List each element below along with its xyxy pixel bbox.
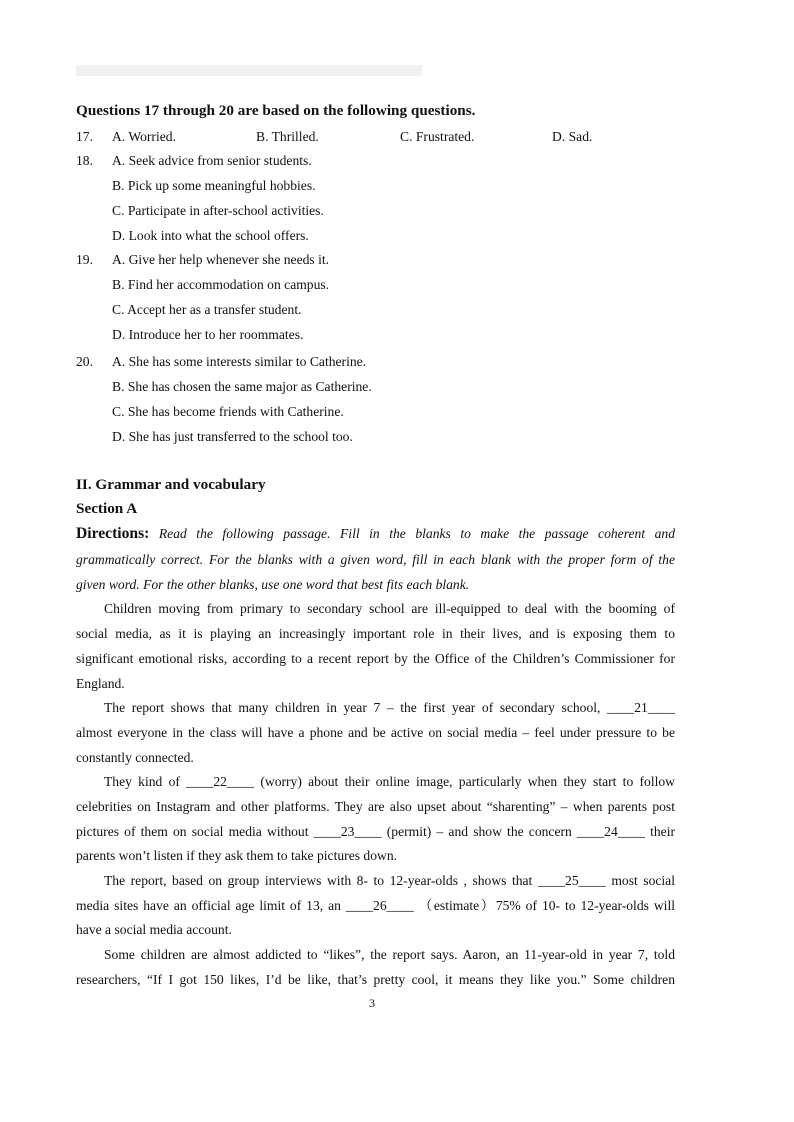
directions-line: grammatically correct. For the blanks with a given word, fill in each blank with the proper form of the	[76, 552, 675, 567]
option-a: A. She has some interests similar to Catherine.	[112, 354, 367, 369]
passage-line: significant emotional risks, according to a recent report by the Office of the Children’s Commissioner for	[76, 651, 675, 666]
option-a: A. Seek advice from senior students.	[112, 153, 312, 168]
directions-line: given word. For the other blanks, use one word that best fits each blank.	[76, 577, 470, 592]
passage-line: Children moving from primary to secondary school are ill-equipped to deal with the booming of	[104, 601, 675, 616]
directions-line	[76, 525, 675, 543]
option-b: B. Pick up some meaningful hobbies.	[112, 178, 316, 193]
page-number: 3	[369, 996, 375, 1010]
option-b: B. She has chosen the same major as Catherine.	[112, 379, 372, 394]
passage-line: have a social media account.	[76, 922, 232, 937]
passage-line: Some children are almost addicted to “likes”, the report says. Aaron, an 11-year-old in year 7, told	[104, 947, 675, 962]
directions-text: Read the following passage. Fill in the blanks to make the passage coherent and	[158, 526, 675, 541]
option-d: D. She has just transferred to the school too.	[112, 429, 353, 444]
passage-line: celebrities on Instagram and other platforms. They are also upset about “sharenting” – when parents post	[76, 799, 675, 814]
option-c: C. She has become friends with Catherine.	[112, 404, 344, 419]
passage-line: social media, as it is playing an increasingly important role in their lives, and is exposing them to	[76, 626, 675, 641]
option-b: B. Find her accommodation on campus.	[112, 277, 330, 292]
passage-line: constantly connected.	[76, 750, 194, 765]
option-c: C. Accept her as a transfer student.	[112, 302, 302, 317]
option-d: D. Look into what the school offers.	[112, 228, 309, 243]
section-title: II. Grammar and vocabulary	[76, 476, 266, 493]
question-number: 20.	[76, 354, 93, 369]
option-d: D. Sad.	[552, 129, 593, 144]
passage-line: almost everyone in the class will have a phone and be active on social media – feel under pressure to be	[76, 725, 675, 740]
passage-line: pictures of them on social media without ____23____ (permit) – and show the concern ____24____ their	[76, 824, 675, 839]
option-a: A. Give her help whenever she needs it.	[112, 252, 330, 267]
passage-line: England.	[76, 676, 125, 691]
option-c: C. Frustrated.	[400, 129, 475, 144]
passage-line: media sites have an official age limit of 13, an ____26____ （estimate）75% of 10- to 12-year-olds will	[76, 898, 675, 913]
option-a: A. Worried.	[112, 129, 176, 144]
option-b: B. Thrilled.	[256, 129, 319, 144]
passage-line: They kind of ____22____ (worry) about their online image, particularly when they start to follow	[104, 774, 675, 789]
passage-line: researchers, “If I got 150 likes, I’d be like, that’s pretty cool, it means they like you.” Some children	[76, 972, 675, 987]
option-d: D. Introduce her to her roommates.	[112, 327, 304, 342]
question-number: 19.	[76, 252, 93, 267]
passage-line: The report shows that many children in year 7 – the first year of secondary school, ____21____	[104, 700, 675, 715]
option-c: C. Participate in after-school activities.	[112, 203, 324, 218]
question-number: 17.	[76, 129, 93, 144]
question-number: 18.	[76, 153, 93, 168]
passage-line: The report, based on group interviews with 8- to 12-year-olds , shows that ____25____ most social	[104, 873, 675, 888]
section-subtitle: Section A	[76, 500, 138, 517]
questions-header: Questions 17 through 20 are based on the following questions.	[76, 102, 476, 119]
header-rule	[76, 65, 422, 76]
directions-label: Directions:	[76, 525, 150, 542]
passage-line: parents won’t listen if they ask them to take pictures down.	[76, 848, 398, 863]
